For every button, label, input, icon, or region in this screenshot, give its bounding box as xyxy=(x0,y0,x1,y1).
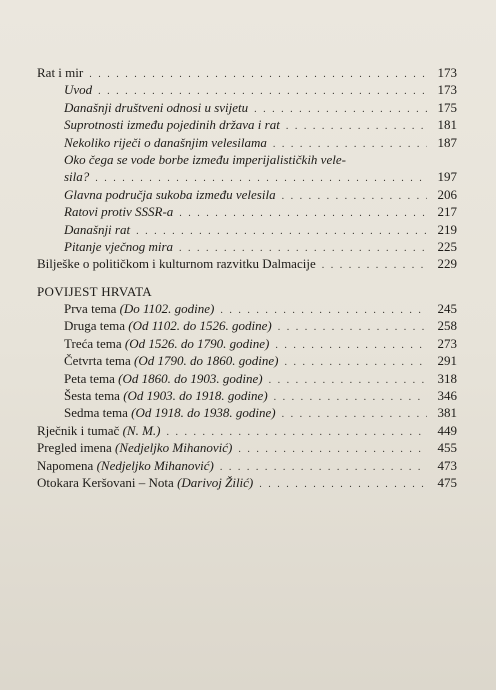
toc-title: Druga tema xyxy=(64,318,126,334)
toc-title: Šesta tema xyxy=(64,388,120,404)
toc-entry-suprotnosti xyxy=(37,116,457,133)
toc-entry-otokara xyxy=(37,474,457,491)
toc-page-number: 219 xyxy=(437,221,457,237)
toc-subtitle: (Od 1790. do 1860. godine) xyxy=(134,353,279,369)
toc-page-number: 449 xyxy=(437,422,457,438)
toc-entry-sesta-tema xyxy=(37,387,457,404)
toc-entry-uvod xyxy=(37,81,457,98)
toc-entry-prva-tema xyxy=(37,300,457,317)
toc-subtitle: (Od 1918. do 1938. godine) xyxy=(131,405,276,421)
leader-dots xyxy=(259,476,427,493)
toc-title: Prva tema xyxy=(64,301,117,317)
toc-page-number: 225 xyxy=(437,238,457,254)
toc-page-number: 291 xyxy=(437,353,457,369)
toc-page-number: 173 xyxy=(437,82,457,98)
toc-entry-sedma-tema xyxy=(37,404,457,421)
toc-title: Oko čega se vode borbe između imperijalističkih vele- xyxy=(64,151,346,167)
toc-page-number: 217 xyxy=(437,204,457,220)
toc-subtitle: (Od 1903. do 1918. godine) xyxy=(123,388,268,404)
toc-title: Napomena xyxy=(37,457,94,473)
toc-title: Četvrta tema xyxy=(64,353,131,369)
toc-page-number: 206 xyxy=(437,186,457,202)
leader-dots xyxy=(275,337,427,354)
toc-page-number: 273 xyxy=(437,335,457,351)
toc-page-number: 187 xyxy=(437,134,457,150)
toc-title: Uvod xyxy=(64,82,93,98)
toc-page-number: 455 xyxy=(437,440,457,456)
leader-dots xyxy=(274,389,427,406)
toc-entry-glavna-podrucja xyxy=(37,186,457,203)
toc-title: Bilješke o političkom i kulturnom razvitku Dalmacije xyxy=(37,256,316,272)
toc-entry-treca-tema xyxy=(37,335,457,352)
toc-page-number: 197 xyxy=(437,169,457,185)
toc-title: Pregled imena xyxy=(37,440,112,456)
section-heading: POVIJEST HRVATA xyxy=(37,283,152,299)
leader-dots xyxy=(254,101,427,118)
toc-entry-danasnji-rat xyxy=(37,221,457,238)
toc-entry-rat-i-mir xyxy=(37,64,457,81)
toc-entry-biljeske xyxy=(37,255,457,272)
toc-entry-nekoliko-rijeci xyxy=(37,134,457,151)
toc-subtitle: (Darivoj Žilić) xyxy=(177,474,254,490)
leader-dots xyxy=(136,223,427,240)
toc-page-number: 258 xyxy=(437,318,457,334)
toc-subtitle: (Do 1102. godine) xyxy=(119,301,215,317)
table-of-contents xyxy=(37,64,457,491)
toc-subtitle: (Nedjeljko Mihanović) xyxy=(114,440,233,456)
leader-dots xyxy=(284,354,427,371)
toc-page-number: 181 xyxy=(437,117,457,133)
toc-title: Rječnik i tumač xyxy=(37,422,120,438)
toc-entry-peta-tema xyxy=(37,370,457,387)
toc-subtitle: (Od 1526. do 1790. godine) xyxy=(124,335,270,351)
toc-title: sila? xyxy=(64,169,90,185)
toc-title: Današnji društveni odnosi u svijetu xyxy=(64,99,249,115)
toc-section-povijest-hrvata xyxy=(37,283,457,300)
toc-title: Rat i mir xyxy=(37,65,84,80)
toc-title: Nekoliko riječi o današnjim velesilama xyxy=(64,134,267,150)
toc-title: Današnji rat xyxy=(64,221,131,237)
leader-dots xyxy=(179,205,427,222)
toc-entry-oko-cega-line1 xyxy=(37,151,457,168)
toc-subtitle: (Od 1860. do 1903. godine) xyxy=(118,370,263,386)
toc-title: Peta tema xyxy=(64,370,115,386)
leader-dots xyxy=(322,257,427,274)
toc-entry-ratovi-sssr xyxy=(37,203,457,220)
toc-page-number: 473 xyxy=(437,457,457,473)
toc-entry-rjecnik xyxy=(37,422,457,439)
leader-dots xyxy=(282,188,427,205)
leader-dots xyxy=(278,319,427,336)
toc-page-number: 229 xyxy=(437,256,457,272)
toc-page-number: 346 xyxy=(437,388,457,404)
toc-entry-cetvrta-tema xyxy=(37,352,457,369)
toc-title: Suprotnosti između pojedinih država i rat xyxy=(64,117,280,133)
toc-entry-oko-cega-line2 xyxy=(37,168,457,185)
leader-dots xyxy=(89,66,427,83)
leader-dots xyxy=(238,441,427,458)
toc-subtitle: (N. M.) xyxy=(122,422,161,438)
toc-entry-druga-tema xyxy=(37,317,457,334)
toc-title: Ratovi protiv SSSR-a xyxy=(64,204,174,220)
toc-entry-pitanje-mira xyxy=(37,238,457,255)
leader-dots xyxy=(286,118,427,135)
toc-page-number: 245 xyxy=(437,301,457,317)
toc-page-number: 475 xyxy=(437,474,457,490)
toc-title: Treća tema xyxy=(64,335,122,351)
toc-subtitle: (Od 1102. do 1526. godine) xyxy=(128,318,272,334)
toc-entry-pregled-imena xyxy=(37,439,457,456)
toc-page-number: 381 xyxy=(437,405,457,421)
leader-dots xyxy=(282,406,427,423)
toc-entry-danasnji-odnosi xyxy=(37,99,457,116)
toc-subtitle: (Nedjeljko Mihanović) xyxy=(96,457,214,473)
toc-page-number: 175 xyxy=(437,99,457,115)
toc-title: Glavna područja sukoba između velesila xyxy=(64,186,276,202)
leader-dots xyxy=(269,372,427,389)
toc-page-number: 173 xyxy=(437,65,457,80)
toc-title: Otokara Keršovani – Nota xyxy=(37,474,174,490)
toc-entry-napomena xyxy=(37,457,457,474)
toc-title: Sedma tema xyxy=(64,405,128,421)
toc-page-number: 318 xyxy=(437,370,457,386)
toc-title: Pitanje vječnog mira xyxy=(64,238,174,254)
